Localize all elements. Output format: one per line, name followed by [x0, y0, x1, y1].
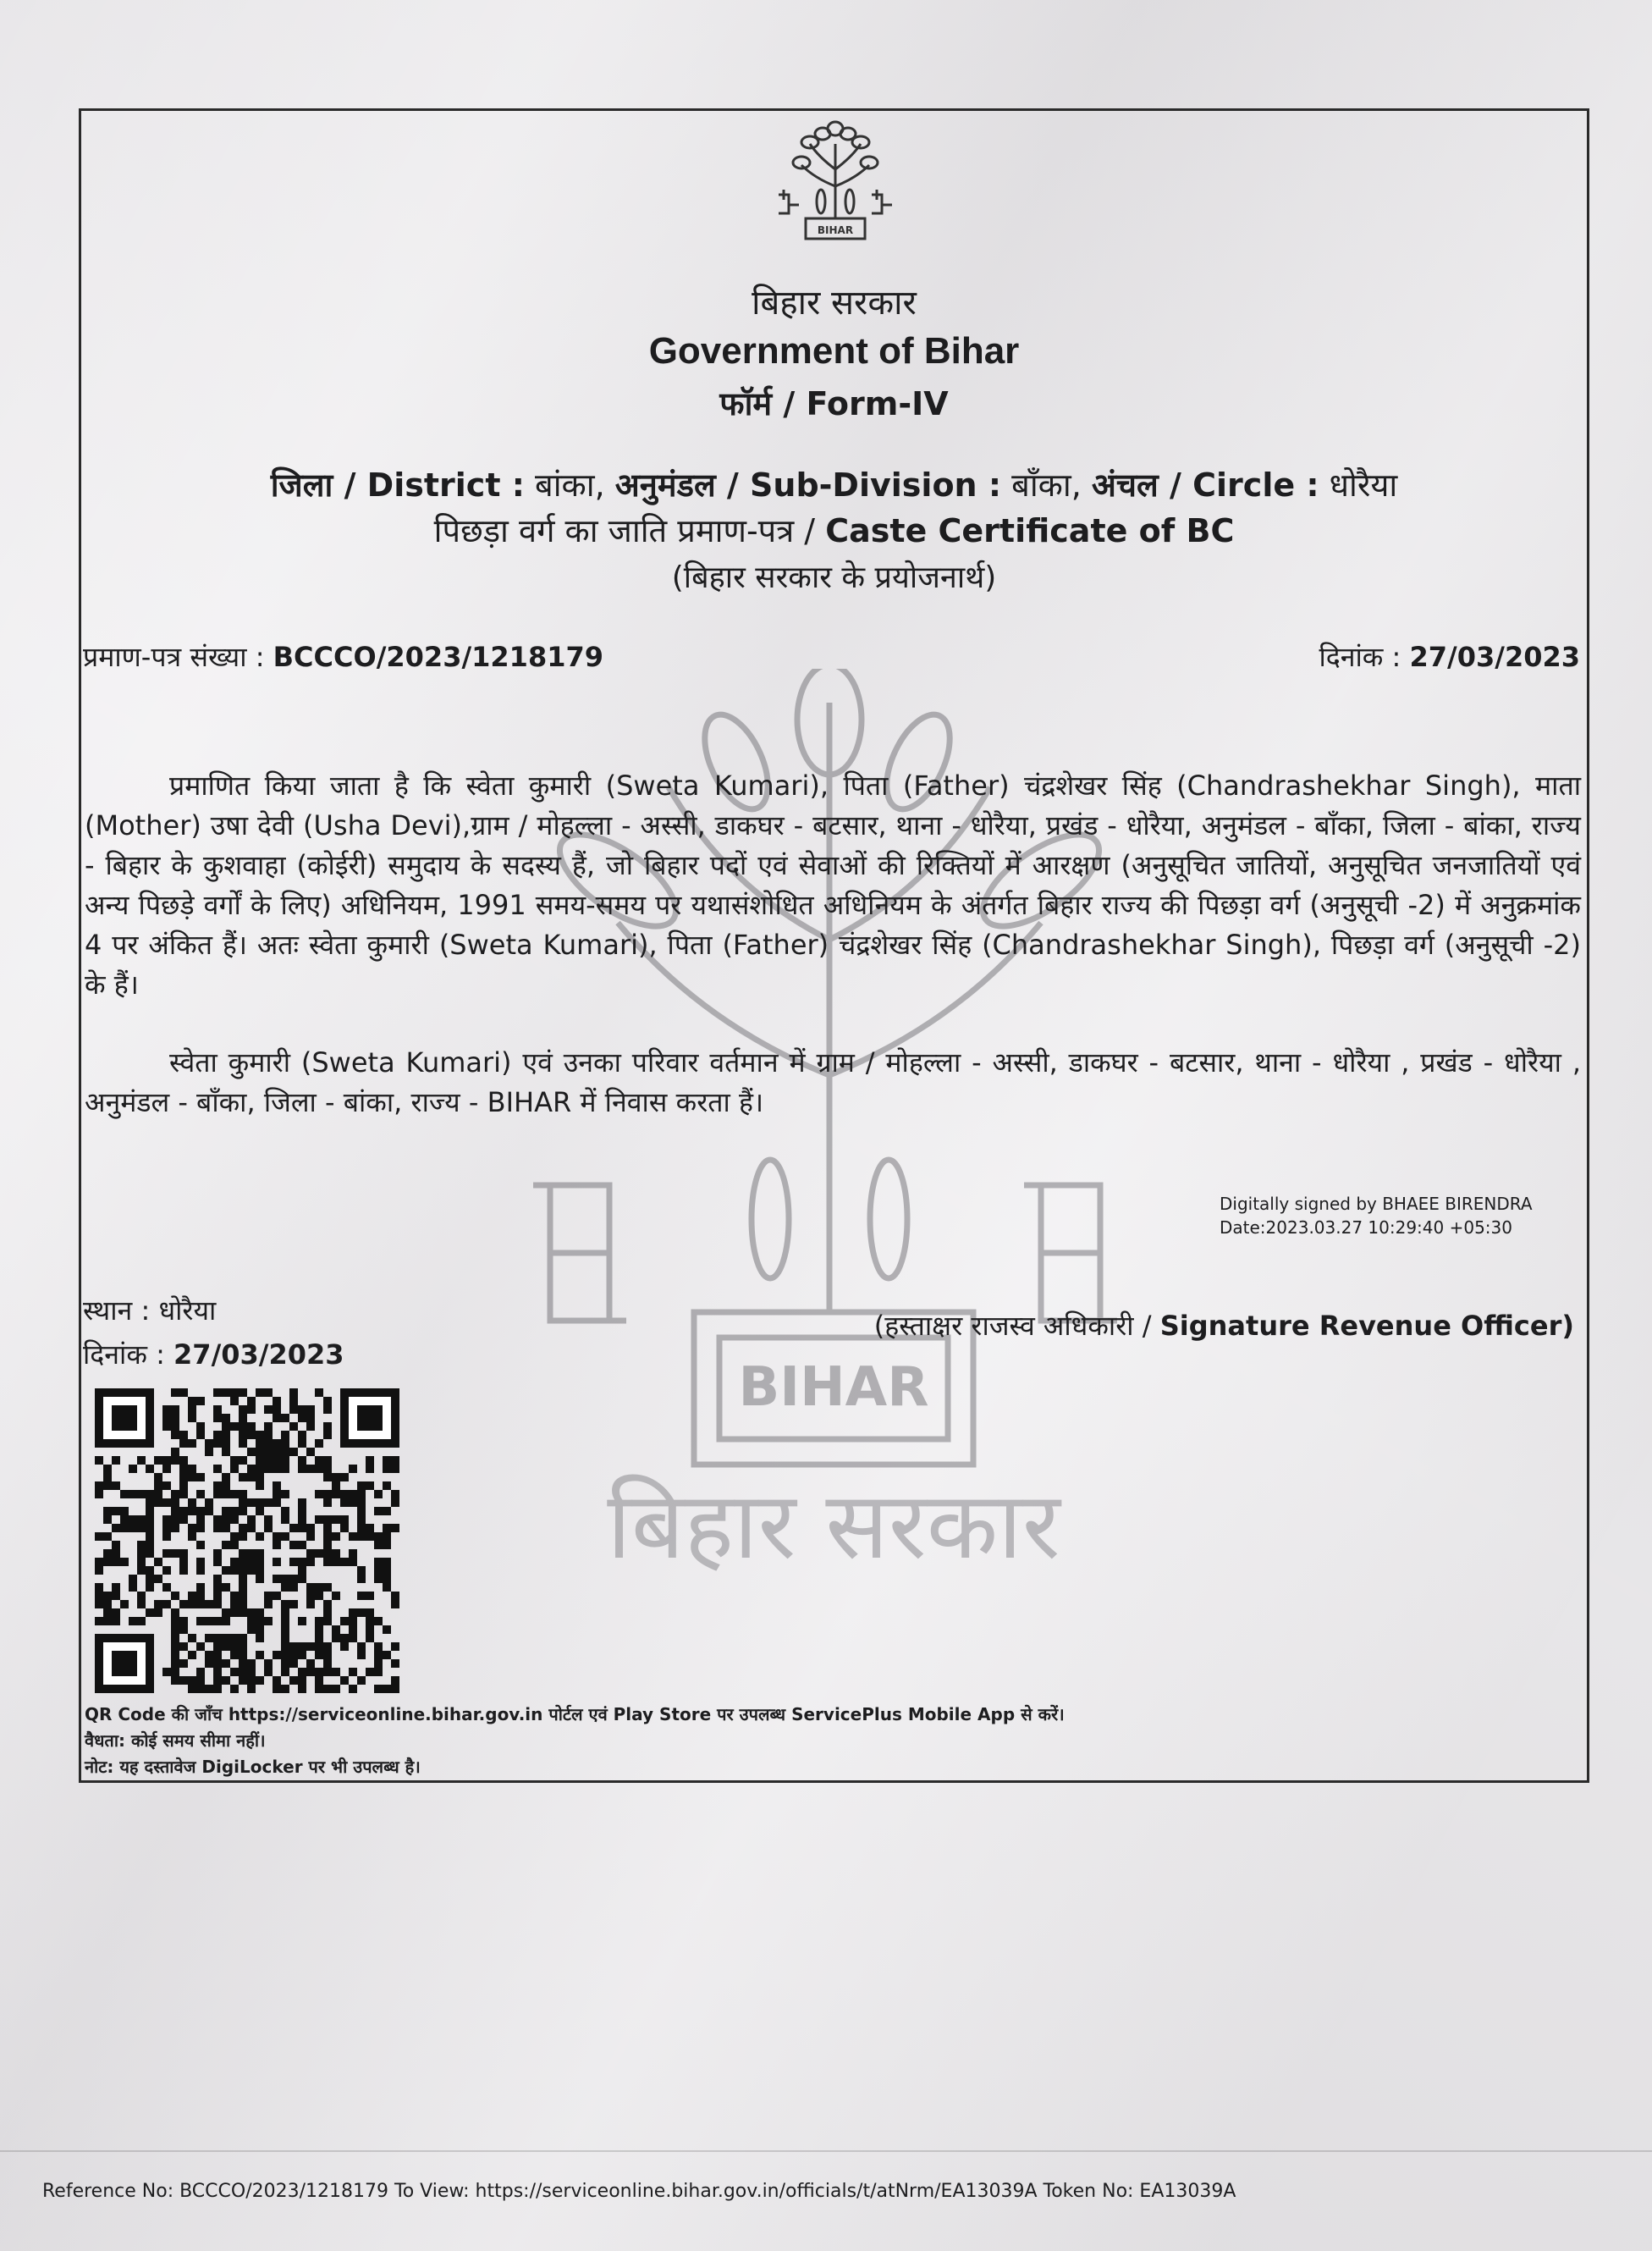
- qr-verification-note: QR Code की जाँच https://serviceonline.bihar.gov.in पोर्टल एवं Play Store पर उपलब्ध ServicePlus Mobile App से करें।: [85, 1704, 1065, 1724]
- subdivision-value: बाँका,: [1011, 466, 1082, 504]
- signature-english: Signature Revenue Officer): [1159, 1310, 1574, 1342]
- district-label: जिला / District :: [270, 466, 525, 504]
- certificate-body-paragraph-2: स्वेता कुमारी (Sweta Kumari) एवं उनका परिवार वर्तमान में ग्राम / मोहल्ला - अस्सी, डाकघर - बटसार, थाना - धोरैया , प्रखंड - धोरैया , अनुमंडल - बाँका, जिला - बांका, राज्य - BIHAR में निवास करता हैं।: [85, 1046, 1581, 1118]
- certificate-purpose: (बिहार सरकार के प्रयोजनार्थ): [671, 560, 997, 595]
- certificate-number-label: प्रमाण-पत्र संख्या :: [83, 641, 265, 673]
- reference-footer: Reference No: BCCCO/2023/1218179 To View: https://serviceonline.bihar.gov.in/officials/t/atNrm/EA13039A Token No: EA13039A: [42, 2181, 1236, 2202]
- place-date-label: दिनांक :: [83, 1338, 165, 1371]
- place-date-value: 27/03/2023: [173, 1338, 344, 1371]
- certificate-date: [1319, 638, 1580, 675]
- certificate-date-label: दिनांक :: [1319, 641, 1401, 673]
- digital-signature-date: Date:2023.03.27 10:29:40 +05:30: [1220, 1217, 1512, 1238]
- bihar-emblem-icon: [772, 119, 899, 246]
- watermark-emblem-text: BIHAR: [738, 1356, 929, 1419]
- place-value: धोरैया: [158, 1294, 217, 1327]
- digilocker-note: नोट: यह दस्तावेज DigiLocker पर भी उपलब्ध है।: [85, 1757, 421, 1777]
- qr-code-icon[interactable]: [95, 1388, 399, 1693]
- revenue-officer-signature: [874, 1307, 1574, 1343]
- watermark-caption: बिहार सरकार: [607, 1471, 1060, 1580]
- place-date: [83, 1336, 344, 1372]
- district-value: बांका,: [535, 466, 605, 504]
- circle-value: धोरैया: [1329, 466, 1398, 504]
- certificate-title-english: Caste Certificate of BC: [825, 512, 1235, 549]
- certificate-title: [79, 508, 1589, 552]
- place: [83, 1292, 216, 1328]
- certificate-date-value: 27/03/2023: [1409, 641, 1580, 673]
- district-line: [79, 462, 1589, 506]
- circle-label: अंचल / Circle :: [1091, 466, 1319, 504]
- digital-signature-signer: Digitally signed by BHAEE BIRENDRA: [1220, 1194, 1533, 1214]
- certificate-number-value: BCCCO/2023/1218179: [273, 641, 603, 673]
- validity-note: वैधता: कोई समय सीमा नहीं।: [85, 1730, 266, 1751]
- digital-signature: [1220, 1192, 1533, 1239]
- place-label: स्थान :: [83, 1294, 151, 1327]
- verification-notes: [85, 1702, 1065, 1780]
- footer-divider: [0, 2150, 1652, 2152]
- subdivision-label: अनुमंडल / Sub-Division :: [614, 466, 1002, 504]
- header-hindi-title: बिहार सरकार: [752, 284, 917, 323]
- emblem-top-text: BIHAR: [817, 224, 854, 236]
- signature-hindi: (हस्ताक्षर राजस्व अधिकारी /: [873, 1310, 1152, 1342]
- header-title: Government of Bihar: [648, 330, 1020, 372]
- certificate-title-hindi: पिछड़ा वर्ग का जाति प्रमाण-पत्र /: [433, 512, 816, 549]
- certificate-number: [83, 638, 603, 675]
- form-number: फॉर्म / Form-IV: [719, 385, 949, 422]
- certificate-body-paragraph-1: प्रमाणित किया जाता है कि स्वेता कुमारी (Sweta Kumari), पिता (Father) चंद्रशेखर सिंह (Chandrashekhar Singh), माता (Mother) उषा देवी (Usha Devi),ग्राम / मोहल्ला - अस्सी, डाकघर - बटसार, थाना - धोरैया, प्रखंड - धोरैया, अनुमंडल - बाँका, जिला - बांका, राज्य - बिहार के कुशवाहा (कोईरी) समुदाय के सदस्य हैं, जो बिहार पदों एवं सेवाओं की रिक्तियों में आरक्षण (अनुसूचित जातियों, अनुसूचित जनजातियों एवं अन्य पिछड़े वर्गों के लिए) अधिनियम, 1991 समय-समय पर यथासंशोधित अधिनियम के अंतर्गत बिहार राज्य की पिछड़ा वर्ग (अनुसूची -2) में अनुक्रमांक 4 पर अंकित हैं। अतः स्वेता कुमारी (Sweta Kumari), पिता (Father) चंद्रशेखर सिंह (Chandrashekhar Singh), पिछड़ा वर्ग (अनुसूची -2) के हैं।: [85, 770, 1581, 1001]
